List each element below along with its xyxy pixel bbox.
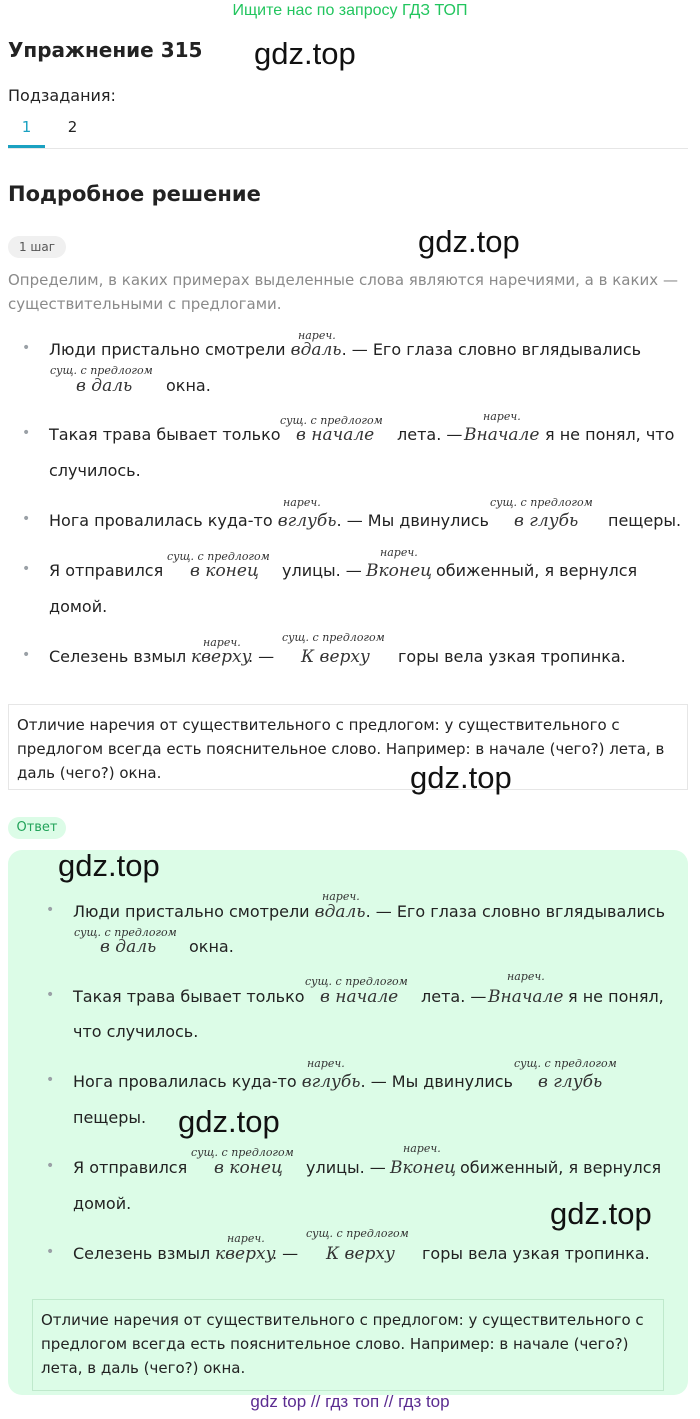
- watermark: gdz.top: [550, 1196, 652, 1231]
- example-text: . — Его глаза словно вглядывались: [365, 902, 666, 921]
- promo-banner[interactable]: Ищите нас по запросу ГДЗ ТОП: [232, 2, 468, 19]
- bullet: •: [22, 340, 31, 356]
- example-text: горы вела узкая тропинка.: [398, 647, 626, 666]
- adverb-annotation: нареч.: [322, 890, 360, 903]
- noun-annotation: сущ. с предлогом: [74, 926, 177, 939]
- example-text: . — Его глаза словно вглядывались: [341, 340, 642, 359]
- example-text: улицы. —: [282, 561, 362, 580]
- example-text: окна.: [189, 937, 234, 956]
- noun-phrase: в даль: [100, 937, 157, 957]
- example-line: [49, 511, 489, 531]
- example-text: Селезень взмыл: [49, 647, 187, 666]
- example-text: Я отправился: [73, 1158, 188, 1177]
- example-text: Такая трава бывает только: [49, 425, 281, 444]
- noun-annotation: сущ. с предлогом: [280, 414, 383, 427]
- example-text: . —: [272, 1244, 299, 1263]
- bullet: •: [22, 511, 31, 527]
- answer-rule-note: [32, 1299, 664, 1391]
- example-text: улицы. —: [306, 1158, 386, 1177]
- noun-phrase: в конец: [190, 561, 259, 581]
- example-text: Я отправился: [49, 561, 164, 580]
- noun-annotation: сущ. с предлогом: [306, 1227, 409, 1240]
- example-text: я не понял,: [568, 987, 664, 1006]
- noun-phrase: К верху: [326, 1244, 395, 1264]
- example-text: . —: [248, 647, 275, 666]
- example-text: лета. —: [397, 425, 463, 444]
- noun-annotation: сущ. с предлогом: [50, 364, 153, 377]
- example-text: . — Мы двинулись: [336, 511, 489, 530]
- example-text: обиженный, я вернулся: [436, 561, 638, 580]
- watermark: gdz.top: [58, 848, 160, 883]
- adverb-word: кверху: [215, 1244, 276, 1264]
- footer-links[interactable]: gdz top // гдз топ // гдз top: [250, 1392, 450, 1411]
- example-text: Люди пристально смотрели: [73, 902, 310, 921]
- tab-subtask-2[interactable]: 2: [67, 118, 78, 136]
- noun-phrase: в глубь: [538, 1072, 603, 1092]
- example-text: Нога провалилась куда-то: [73, 1072, 297, 1091]
- example-text: что случилось.: [73, 1022, 199, 1041]
- exercise-title: Упражнение 315: [8, 38, 203, 62]
- bullet: •: [46, 987, 55, 1003]
- example-text: пещеры.: [608, 511, 682, 530]
- noun-annotation: сущ. с предлогом: [305, 975, 408, 988]
- bullet: •: [46, 1244, 55, 1260]
- noun-annotation: сущ. с предлогом: [191, 1146, 294, 1159]
- example-text: домой.: [73, 1194, 132, 1213]
- adverb-annotation: нареч.: [507, 970, 545, 983]
- subtask-tabs: [8, 112, 688, 149]
- watermark: gdz.top: [254, 36, 356, 71]
- adverb-annotation: нареч.: [403, 1142, 441, 1155]
- example-text: горы вела узкая тропинка.: [422, 1244, 650, 1263]
- tab-subtask-1[interactable]: 1: [21, 118, 32, 136]
- adverb-word: Вконец: [390, 1158, 456, 1178]
- bullet: •: [46, 902, 55, 918]
- example-text: Нога провалилась куда-то: [49, 511, 273, 530]
- adverb-word: Вначале: [464, 425, 540, 445]
- adverb-word: Вконец: [366, 561, 432, 581]
- noun-phrase: в конец: [214, 1158, 283, 1178]
- adverb-word: вглубь: [277, 511, 337, 531]
- bullet: •: [22, 647, 31, 663]
- noun-phrase: в глубь: [514, 511, 579, 531]
- adverb-annotation: нареч.: [483, 410, 521, 423]
- adverb-annotation: нареч.: [307, 1057, 345, 1070]
- example-text: домой.: [49, 597, 108, 616]
- rule-note-text: Отличие наречия от существительного с предлогом: у существительного с предлогом всегда есть пояснительное слово. Например: в начале (чего?) лета, в даль (чего?) окна.: [17, 716, 665, 782]
- watermark: gdz.top: [178, 1104, 280, 1139]
- solution-heading: Подробное решение: [8, 182, 261, 206]
- example-text: пещеры.: [73, 1108, 147, 1127]
- watermark: gdz.top: [418, 224, 520, 259]
- bullet: •: [46, 1158, 55, 1174]
- answer-badge: Ответ: [8, 817, 66, 839]
- adverb-word: Вначале: [488, 987, 564, 1007]
- subtasks-label: Подзадания:: [8, 86, 116, 105]
- adverb-word: вдаль: [314, 902, 366, 922]
- example-text: окна.: [166, 376, 211, 395]
- adverb-annotation: нареч.: [283, 496, 321, 509]
- noun-annotation: сущ. с предлогом: [167, 550, 270, 563]
- noun-annotation: сущ. с предлогом: [514, 1057, 617, 1070]
- adverb-word: кверху: [191, 647, 252, 667]
- example-text: Селезень взмыл: [73, 1244, 211, 1263]
- bullet: •: [46, 1072, 55, 1088]
- example-text: лета. —: [421, 987, 487, 1006]
- noun-phrase: К верху: [301, 647, 370, 667]
- example-text: я не понял, что: [545, 425, 675, 444]
- active-tab-indicator: [8, 145, 45, 148]
- bullet: •: [22, 561, 31, 577]
- noun-annotation: сущ. с предлогом: [282, 631, 385, 644]
- rule-note: [8, 704, 688, 790]
- adverb-word: вглубь: [301, 1072, 361, 1092]
- noun-phrase: в начале: [320, 987, 399, 1007]
- adverb-annotation: нареч.: [203, 636, 241, 649]
- noun-phrase: в начале: [296, 425, 375, 445]
- adverb-annotation: нареч.: [227, 1232, 265, 1245]
- example-text: обиженный, я вернулся: [460, 1158, 662, 1177]
- example-line: [49, 340, 641, 360]
- adverb-annotation: нареч.: [380, 546, 418, 559]
- example-line: [73, 902, 665, 922]
- adverb-annotation: нареч.: [298, 329, 336, 342]
- adverb-word: вдаль: [290, 340, 342, 360]
- example-text: случилось.: [49, 461, 141, 480]
- step-badge: 1 шаг: [8, 236, 66, 258]
- noun-phrase: в даль: [76, 376, 133, 396]
- example-line: [73, 1072, 513, 1092]
- example-text: Такая трава бывает только: [73, 987, 305, 1006]
- example-text: . — Мы двинулись: [360, 1072, 513, 1091]
- watermark: gdz.top: [410, 760, 512, 795]
- answer-rule-note-text: Отличие наречия от существительного с предлогом: у существительного с предлогом всегда есть пояснительное слово. Например: в начале (чего?) лета, в даль (чего?) окна.: [41, 1311, 644, 1377]
- bullet: •: [22, 425, 31, 441]
- intro-text: Определим, в каких примерах выделенные слова являются наречиями, а в каких — существительными с предлогами.: [8, 271, 678, 313]
- example-text: Люди пристально смотрели: [49, 340, 286, 359]
- noun-annotation: сущ. с предлогом: [490, 496, 593, 509]
